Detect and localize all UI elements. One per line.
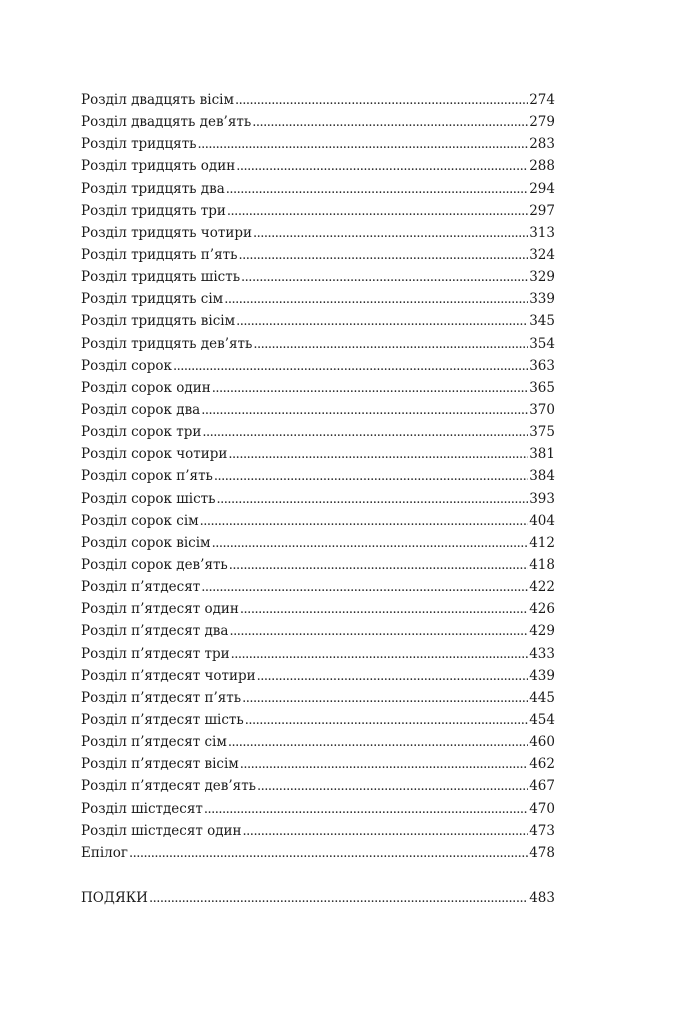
toc-entry-page-number: 422 [529, 579, 555, 596]
toc-entry-page-number: 467 [529, 778, 555, 795]
toc-dot-leader [242, 688, 528, 710]
toc-entry [81, 554, 555, 576]
toc-entry [81, 598, 555, 620]
toc-dot-leader [229, 621, 528, 643]
toc-entry-page-number: 429 [529, 623, 555, 640]
toc-entry-title: Розділ сорок чотири [81, 446, 228, 463]
toc-entry-page-number: 324 [529, 246, 555, 263]
toc-entry-title: Розділ шістдесят один [81, 822, 242, 839]
toc-entry [81, 820, 555, 842]
toc-dot-leader [238, 245, 528, 267]
toc-dot-leader [235, 90, 528, 112]
toc-entry-title: Розділ тридцять один [81, 158, 236, 175]
toc-entry-title: Розділ п’ятдесят сім [81, 734, 227, 751]
toc-entry [81, 798, 555, 820]
toc-entry [81, 665, 555, 687]
toc-entry [81, 333, 555, 355]
toc-entry [81, 399, 555, 421]
toc-section-gap [81, 864, 555, 887]
toc-entry [81, 222, 555, 244]
toc-entry [81, 377, 555, 399]
toc-entry [81, 89, 555, 111]
toc-dot-leader [228, 444, 528, 466]
toc-dot-leader [129, 843, 528, 865]
toc-dot-leader [226, 179, 528, 201]
toc-entry-title: Розділ п’ятдесят чотири [81, 667, 256, 684]
toc-entry-title: Розділ п’ятдесят один [81, 601, 239, 618]
toc-entry-page-number: 313 [529, 224, 555, 241]
toc-entry-page-number: 365 [529, 379, 555, 396]
toc-entry [81, 842, 555, 864]
toc-entry-page-number: 433 [529, 645, 555, 662]
toc-entry [81, 200, 555, 222]
toc-entry-title: Розділ тридцять шість [81, 269, 241, 286]
toc-entry [81, 133, 555, 155]
toc-entry-page-number: 363 [529, 357, 555, 374]
toc-dot-leader [224, 289, 528, 311]
toc-entry-page-number: 418 [529, 556, 555, 573]
toc-entry-page-number: 274 [529, 92, 555, 108]
toc-entry-page-number: 462 [529, 756, 555, 773]
toc-dot-leader [253, 334, 528, 356]
toc-entry [81, 687, 555, 709]
toc-entry-page-number: 345 [529, 313, 555, 330]
toc-entry-page-number: 297 [529, 202, 555, 219]
toc-entry-page-number: 426 [529, 601, 555, 618]
toc-entry-title: Розділ двадцять дев’ять [81, 114, 252, 131]
toc-dot-leader [241, 267, 528, 289]
toc-dot-leader [240, 599, 528, 621]
toc-entry [81, 576, 555, 598]
toc-entry-title: Розділ двадцять вісім [81, 92, 234, 108]
toc-entry-title: Розділ п’ятдесят вісім [81, 756, 239, 773]
toc-entry [81, 709, 555, 731]
toc-entry-title: Розділ тридцять дев’ять [81, 335, 253, 352]
toc-entry [81, 731, 555, 753]
toc-entry [81, 443, 555, 465]
toc-entry-title: Розділ тридцять вісім [81, 313, 236, 330]
toc-entry-page-number: 294 [529, 180, 555, 197]
toc-dot-leader [236, 311, 528, 333]
toc-entry-title: Розділ п’ятдесят три [81, 645, 230, 662]
toc-entry-page-number: 354 [529, 335, 555, 352]
toc-entry-page-number: 445 [529, 689, 555, 706]
toc-dot-leader [217, 489, 529, 511]
toc-dot-leader [198, 134, 529, 156]
toc-dot-leader [245, 710, 528, 732]
toc-entry-title: ПОДЯКИ [81, 889, 148, 906]
toc-entry-title: Розділ тридцять чотири [81, 224, 252, 241]
toc-dot-leader [212, 378, 529, 400]
toc-dot-leader [257, 666, 529, 688]
toc-entry-page-number: 370 [529, 401, 555, 418]
toc-entry-page-number: 288 [529, 158, 555, 175]
toc-entry [81, 775, 555, 797]
toc-dot-leader [173, 356, 528, 378]
table-of-contents [81, 89, 555, 909]
toc-dot-leader [228, 732, 528, 754]
toc-dot-leader [252, 112, 528, 134]
toc-entry-title: Розділ тридцять два [81, 180, 225, 197]
toc-entry-title: Розділ сорок [81, 357, 172, 374]
toc-dot-leader [201, 577, 528, 599]
toc-entry-page-number: 279 [529, 114, 555, 131]
toc-entry-title: Розділ сорок вісім [81, 534, 211, 551]
toc-entry [81, 488, 555, 510]
toc-entry-title: Розділ п’ятдесят п’ять [81, 689, 242, 706]
toc-entry [81, 620, 555, 642]
toc-entry-title: Розділ тридцять три [81, 202, 226, 219]
toc-entry-page-number: 473 [529, 822, 555, 839]
toc-dot-leader [257, 776, 528, 798]
toc-entry-acknowledgements [81, 887, 555, 909]
toc-entry [81, 510, 555, 532]
toc-entry-title: Розділ сорок два [81, 401, 201, 418]
toc-entry-page-number: 454 [529, 711, 555, 728]
toc-entry-title: Розділ сорок сім [81, 512, 199, 529]
toc-entry-title: Розділ п’ятдесят [81, 579, 201, 596]
toc-entry-page-number: 478 [529, 844, 555, 861]
toc-entry-page-number: 375 [529, 424, 555, 441]
toc-entry-title: Розділ п’ятдесят дев’ять [81, 778, 257, 795]
toc-dot-leader [200, 511, 529, 533]
toc-dot-leader [240, 754, 528, 776]
toc-dot-leader [243, 821, 529, 843]
toc-entry-page-number: 339 [529, 291, 555, 308]
toc-entry-page-number: 412 [529, 534, 555, 551]
toc-entry-title: Епілог [81, 844, 128, 861]
toc-dot-leader [231, 644, 529, 666]
toc-entry-title: Розділ сорок п’ять [81, 468, 213, 485]
toc-entry-page-number: 381 [529, 446, 555, 463]
toc-entry [81, 753, 555, 775]
toc-entry-title: Розділ тридцять [81, 136, 197, 153]
toc-entry [81, 310, 555, 332]
toc-dot-leader [149, 888, 528, 910]
toc-entry-title: Розділ шістдесят [81, 800, 203, 817]
toc-dot-leader [236, 156, 528, 178]
toc-dot-leader [202, 422, 528, 444]
toc-entry-page-number: 329 [529, 269, 555, 286]
toc-entry-title: Розділ сорок один [81, 379, 211, 396]
toc-entry-page-number: 460 [529, 734, 555, 751]
toc-entry [81, 178, 555, 200]
toc-entry [81, 465, 555, 487]
toc-entry-page-number: 439 [529, 667, 555, 684]
toc-dot-leader [253, 223, 528, 245]
toc-entry [81, 266, 555, 288]
toc-entry-page-number: 404 [529, 512, 555, 529]
toc-dot-leader [212, 533, 529, 555]
toc-dot-leader [201, 400, 528, 422]
toc-entry [81, 155, 555, 177]
toc-entry-title: Розділ сорок три [81, 424, 202, 441]
toc-dot-leader [214, 466, 528, 488]
toc-dot-leader [204, 799, 528, 821]
toc-entry-page-number: 483 [529, 889, 555, 906]
toc-entry [81, 421, 555, 443]
toc-entry-title: Розділ тридцять п’ять [81, 246, 238, 263]
toc-entry-page-number: 384 [529, 468, 555, 485]
toc-entry-page-number: 283 [529, 136, 555, 153]
toc-entry [81, 355, 555, 377]
toc-entry [81, 288, 555, 310]
toc-entry-title: Розділ тридцять сім [81, 291, 224, 308]
toc-entry [81, 244, 555, 266]
toc-entry-title: Розділ п’ятдесят два [81, 623, 229, 640]
toc-dot-leader [227, 201, 528, 223]
toc-entry [81, 643, 555, 665]
toc-entry [81, 111, 555, 133]
toc-entry [81, 532, 555, 554]
toc-entry-page-number: 393 [529, 490, 555, 507]
toc-entry-page-number: 470 [529, 800, 555, 817]
toc-entry-title: Розділ сорок дев’ять [81, 556, 228, 573]
toc-entry-title: Розділ п’ятдесят шість [81, 711, 244, 728]
toc-dot-leader [229, 555, 528, 577]
toc-entry-title: Розділ сорок шість [81, 490, 216, 507]
